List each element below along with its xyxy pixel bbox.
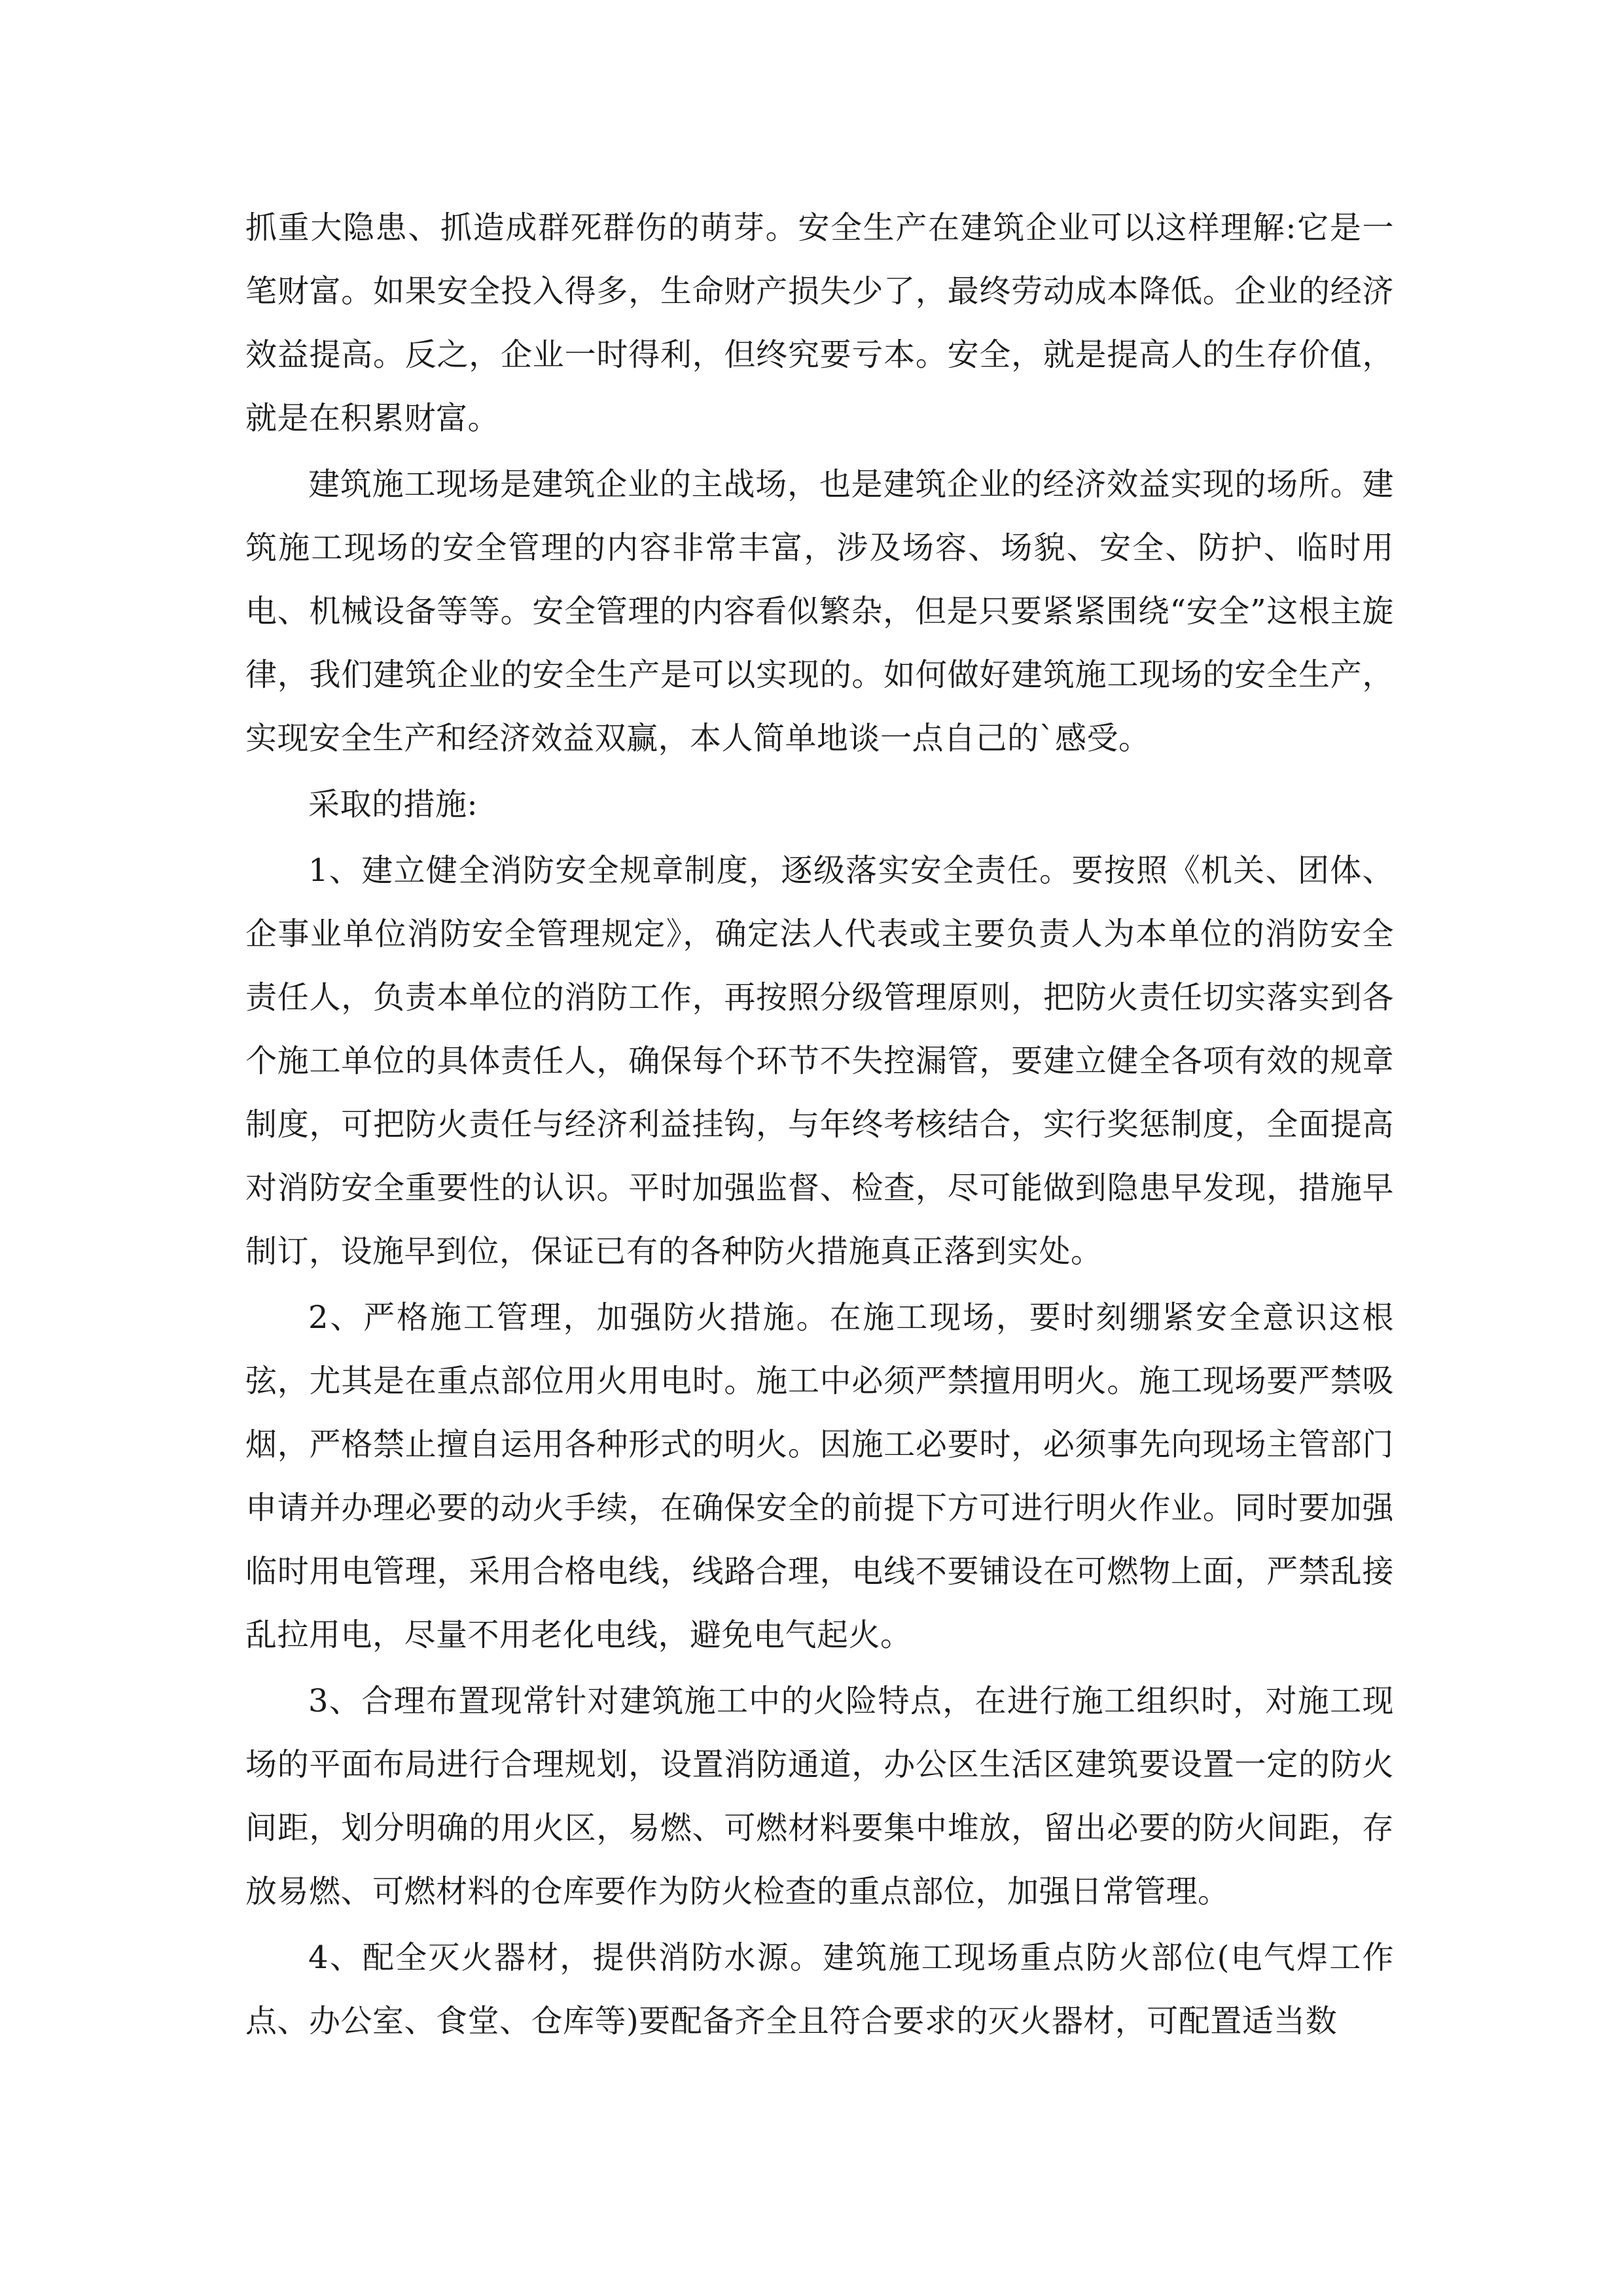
- paragraph-measures-heading: 采取的措施:: [308, 786, 478, 823]
- paragraph-measure-1: 1、建立健全消防安全规章制度，逐级落实安全责任。要按照《机关、团体、企事业单位消防安全管理规定》，确定法人代表或主要负责人为本单位的消防安全责任人，负责本单位的消防工作，再按照分级管理原则，把防火责任切实落实到各个施工单位的具体责任人，确保每个环节不失控漏管，要建立健全各项有效的规章制度，可把防火责任与经济利益挂钩，与年终考核结合，实行奖惩制度，全面提高对消防安全重要性的认识。平时加强监督、检查，尽可能做到隐患早发现，措施早制订，设施早到位，保证已有的各种防火措施真正落到实处。: [245, 852, 1394, 1270]
- paragraph-intro-continued: 抓重大隐患、抓造成群死群伤的萌芽。安全生产在建筑企业可以这样理解:它是一笔财富。如果安全投入得多，生命财产损失少了，最终劳动成本降低。企业的经济效益提高。反之，企业一时得利，但终究要亏本。安全，就是提高人的生存价值，就是在积累财富。: [245, 209, 1394, 437]
- paragraph-measure-3: 3、合理布置现常针对建筑施工中的火险特点，在进行施工组织时，对施工现场的平面布局进行合理规划，设置消防通道，办公区生活区建筑要设置一定的防火间距，划分明确的用火区，易燃、可燃材料要集中堆放，留出必要的防火间距，存放易燃、可燃材料的仓库要作为防火检查的重点部位，加强日常管理。: [245, 1683, 1394, 1910]
- paragraph-measure-4: 4、配全灭火器材，提供消防水源。建筑施工现场重点防火部位(电气焊工作点、办公室、食堂、仓库等)要配备齐全且符合要求的灭火器材，可配置适当数: [245, 1939, 1394, 2039]
- paragraph-construction-site: 建筑施工现场是建筑企业的主战场，也是建筑企业的经济效益实现的场所。建筑施工现场的安全管理的内容非常丰富，涉及场容、场貌、安全、防护、临时用电、机械设备等等。安全管理的内容看似繁杂，但是只要紧紧围绕“安全”这根主旋律，我们建筑企业的安全生产是可以实现的。如何做好建筑施工现场的安全生产，实现安全生产和经济效益双赢，本人简单地谈一点自己的`感受。: [245, 466, 1394, 757]
- document-body: [245, 196, 1394, 2056]
- paragraph-measure-2: 2、严格施工管理，加强防火措施。在施工现场，要时刻绷紧安全意识这根弦，尤其是在重点部位用火用电时。施工中必须严禁擅用明火。施工现场要严禁吸烟，严格禁止擅自运用各种形式的明火。因施工必要时，必须事先向现场主管部门申请并办理必要的动火手续，在确保安全的前提下方可进行明火作业。同时要加强临时用电管理，采用合格电线，线路合理，电线不要铺设在可燃物上面，严禁乱接乱拉用电，尽量不用老化电线，避免电气起火。: [245, 1299, 1394, 1653]
